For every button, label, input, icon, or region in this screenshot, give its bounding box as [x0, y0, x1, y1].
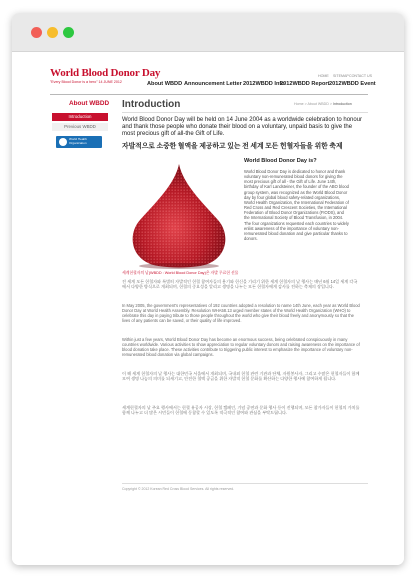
nav-announcement-letter[interactable]: Announcement Letter [184, 81, 242, 87]
minimize-window-button[interactable] [47, 27, 58, 38]
sidebar-title: About WBDD [69, 100, 110, 107]
blood-drop-image [120, 162, 238, 270]
breadcrumb: Home > About WBDD > Introduction [294, 102, 352, 106]
util-link-home[interactable]: HOME [318, 74, 329, 78]
footer-copyright: Copyright © 2012 Korean Red Cross Blood Services. All rights reserved. [122, 487, 235, 491]
who-banner[interactable] [56, 136, 102, 148]
footer-divider [122, 483, 368, 484]
logo-tagline: "Every Blood Donor is a hero" 14 JUNE 2012 [50, 80, 122, 84]
nav-2012wbdd-event[interactable]: 2012WBDD Event [329, 81, 376, 87]
korean-heading: 자발적으로 소중한 혈액을 제공하고 있는 전 세계 모든 헌혈자들을 위한 축제 [122, 143, 343, 150]
breadcrumb-about[interactable]: About WBDD [307, 102, 329, 106]
breadcrumb-home[interactable]: Home [294, 102, 304, 106]
paragraph-4: 이 해 세계 헌혈자의 날 행사는 대한민국 서울에서 개최되며, 국내외 헌혈 관련 기관과 단체, 자원봉사자, 그리고 수많은 헌혈자들이 함께 모여 생명 나눔의 의미를 되새기고, 안전한 혈액 공급을 위한 자발적 헌혈 문화를 확산하는 다양한 행사에 참여하게 됩니다. [122, 371, 360, 382]
breadcrumb-current: Introduction [332, 102, 352, 106]
who-emblem-icon [59, 138, 67, 146]
image-caption: 세계헌혈자의 날(WBDD : World Blood Donor Day)은 자발 무료헌 선물 [122, 271, 239, 275]
window-titlebar [12, 13, 404, 52]
sidebar-item-previous-wbdd[interactable]: Previous WBDD [52, 123, 108, 131]
paragraph-3: Within just a few years, World Blood Donor Day has become an enormous success, being celebrated conspicuously in many countries worldwide. Various activities to show appreciation to regular voluntary donors and raising awareness on the importance of blood donation take place. These activities contribute to triggering public interest to emphasize the importance of voluntary non-remunerated blood donation via global campaigns. [122, 337, 360, 358]
page-title: Introduction [122, 99, 181, 110]
util-link-contact[interactable]: CONTACT US [349, 74, 373, 78]
side-heading: World Blood Donor Day is? [244, 158, 317, 164]
maximize-window-button[interactable] [63, 27, 74, 38]
intro-text: World Blood Donor Day will be held on 14 June 2004 as a worldwide celebration to honour and thank those people who donate their blood on a voluntary, unpaid basis to give the most precious gift of all-the Gift of Life. [122, 117, 363, 138]
nav-2012wbdd-info[interactable]: 2012WBDD Info [243, 81, 285, 87]
paragraph-2: In May 2005, the government's representatives of 192 countries adopted a resolution to name 14th June, each year as World Blood Donor Day at World Health Assembly. Resolution WHA58.13 urged member states of the World Health Organization (WHO) to celebrate this day in paying tribute to those people throughout the world who give their blood freely and anonymously so that the lives of any patients can be saved, or their quality of life improved. [122, 303, 360, 324]
nav-divider [50, 94, 368, 95]
site-logo[interactable] [50, 67, 160, 84]
who-banner-text: World Health Organization [69, 137, 87, 145]
browser-window [12, 13, 404, 565]
paragraph-5: 세계헌혈자의 날 주요 행사에서는 헌혈 유공자 시상, 헌혈 캠페인, 기념 공연과 문화 행사 등이 진행되며, 모든 참가자들이 헌혈의 가치를 함께 나누고 더 많은 시민들이 헌혈에 동참할 수 있도록 적극적인 참여와 관심을 부탁드립니다. [122, 405, 360, 416]
util-link-sitemap[interactable]: SITEMAP [333, 74, 349, 78]
logo-title: World Blood Donor Day [50, 67, 161, 79]
web-page [12, 52, 404, 565]
nav-2012wbdd-report[interactable]: 2012WBDD Report [280, 81, 330, 87]
nav-about-wbdd[interactable]: About WBDD [147, 81, 183, 87]
side-text: World Blood Donor Day is dedicated to honor and thank voluntary non-remunerated blood donors for giving the most precious gift of all - the Gift of Life. June 14th, birthday of Karl Landsteiner, the founder of the ABO blood group system, was recognized as the World Blood Donor day by four global blood safety-related organizations, World Health Organization, the International Federation of Red Cross and Red Crescent Societies, the International Federation of Blood Donor Organizations (FIODS), and the International Society of Blood Transfusion, in 2004. The four organizations requested each countries to widely enlist awareness of the importance of voluntary non- remunerated blood donation and give particular thanks to donors. [244, 169, 349, 242]
paragraph-1: 전 세계 모든 헌혈자와 특별히 자발적인 헌혈 참여자들의 용기와 헌신을 기리기 위한 세계 헌혈자의 날 행사는 매년 6월 14일 세계 각국에서 다양한 방식으로 개최되며, 헌혈의 중요성을 알리고 생명을 나누는 모든 헌혈자에게 감사를 전하는 축제의 장입니다. [122, 279, 358, 290]
title-divider [122, 112, 368, 113]
close-window-button[interactable] [31, 27, 42, 38]
sidebar-item-introduction[interactable]: Introduction [52, 113, 108, 121]
